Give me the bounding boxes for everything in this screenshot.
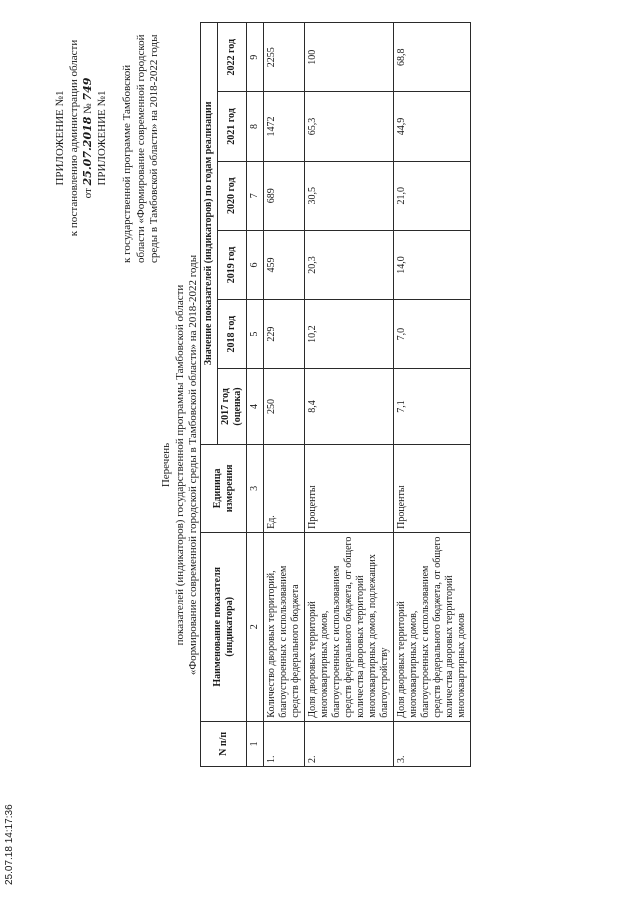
document-title (160, 175, 201, 755)
row-name: Доля дворовых территорий многоквартирных домов, благоустроенных с использованием средств федерального бюджета, от общего количества дворовых территорий многоквартирных домов (394, 532, 471, 721)
program-line-1: к государственной программе Тамбовской (121, 64, 133, 263)
approval-block (54, 3, 162, 273)
row-value: 7,0 (394, 300, 471, 369)
indicators-table (200, 22, 471, 767)
handwritten-date: 25.07.2018 (81, 116, 94, 186)
header-unit: Единица измерения (201, 444, 247, 532)
row-value: 44,9 (394, 92, 471, 161)
handwritten-number: 749 (81, 77, 94, 101)
resolution-date-line (81, 3, 96, 273)
title-line-2: показателей (индикаторов) государственной программы Тамбовской области (173, 284, 186, 646)
column-number: 7 (247, 161, 264, 230)
row-value: 2255 (264, 23, 305, 92)
row-value: 65,3 (305, 92, 394, 161)
title-line-3: «Формирование современной городской среды в Тамбовской области» на 2018-2022 годы (187, 254, 199, 676)
row-name: Количество дворовых территорий, благоустроенных с использованием средств федерального бюджета (264, 532, 305, 721)
table-row (305, 23, 394, 767)
row-value: 14,0 (394, 230, 471, 299)
header-year: 2019 год (218, 230, 247, 299)
row-unit: Проценты (305, 444, 394, 532)
appendix-heading: ПРИЛОЖЕНИЕ №1 (54, 90, 66, 186)
column-number: 8 (247, 92, 264, 161)
row-num: 3. (394, 721, 471, 766)
header-year: 2020 год (218, 161, 247, 230)
row-num: 2. (305, 721, 394, 766)
appendix-heading-2: ПРИЛОЖЕНИЕ №1 (95, 90, 108, 186)
header-year: 2017 год (оценка) (218, 369, 247, 445)
header-year: 2018 год (218, 300, 247, 369)
row-value: 10,2 (305, 300, 394, 369)
column-number: 9 (247, 23, 264, 92)
row-value: 100 (305, 23, 394, 92)
row-value: 689 (264, 161, 305, 230)
row-name: Доля дворовых территорий многоквартирных домов, благоустроенных с использованием средств федерального бюджета, от общего количества дворовых территорий многоквартирных домов, подлежащих благоустройству (305, 532, 394, 721)
column-number: 6 (247, 230, 264, 299)
column-number: 2 (247, 532, 264, 721)
table-row (264, 23, 305, 767)
header-row-1 (201, 23, 218, 767)
header-year: 2022 год (218, 23, 247, 92)
print-timestamp: 25.07.18 14:17:36 (4, 804, 15, 885)
program-line-2: области «Формирование современной городской (134, 34, 147, 263)
program-line-3: среды в Тамбовской области» на 2018-2022 годы (148, 34, 160, 263)
row-value: 21,0 (394, 161, 471, 230)
header-num: N п/п (201, 721, 247, 766)
row-value: 229 (264, 300, 305, 369)
column-number: 1 (247, 721, 264, 766)
column-number: 3 (247, 444, 264, 532)
column-number: 5 (247, 300, 264, 369)
header-values-group: Значение показателей (индикаторов) по годам реализации (201, 23, 218, 445)
row-unit: Ед. (264, 444, 305, 532)
header-year: 2021 год (218, 92, 247, 161)
table-row (394, 23, 471, 767)
row-value: 250 (264, 369, 305, 445)
title-line-1: Перечень (160, 442, 172, 488)
header-name: Наименование показателя (индикатора) (201, 532, 247, 721)
column-number: 4 (247, 369, 264, 445)
row-value: 1472 (264, 92, 305, 161)
number-label: № (82, 103, 94, 114)
row-value: 8,4 (305, 369, 394, 445)
row-value: 7,1 (394, 369, 471, 445)
row-num: 1. (264, 721, 305, 766)
column-number-row (247, 23, 264, 767)
row-value: 20,3 (305, 230, 394, 299)
row-value: 459 (264, 230, 305, 299)
resolution-line: к постановлению администрации области (67, 39, 80, 237)
from-label: от (82, 188, 94, 199)
row-value: 68,8 (394, 23, 471, 92)
row-unit: Проценты (394, 444, 471, 532)
row-value: 30,5 (305, 161, 394, 230)
